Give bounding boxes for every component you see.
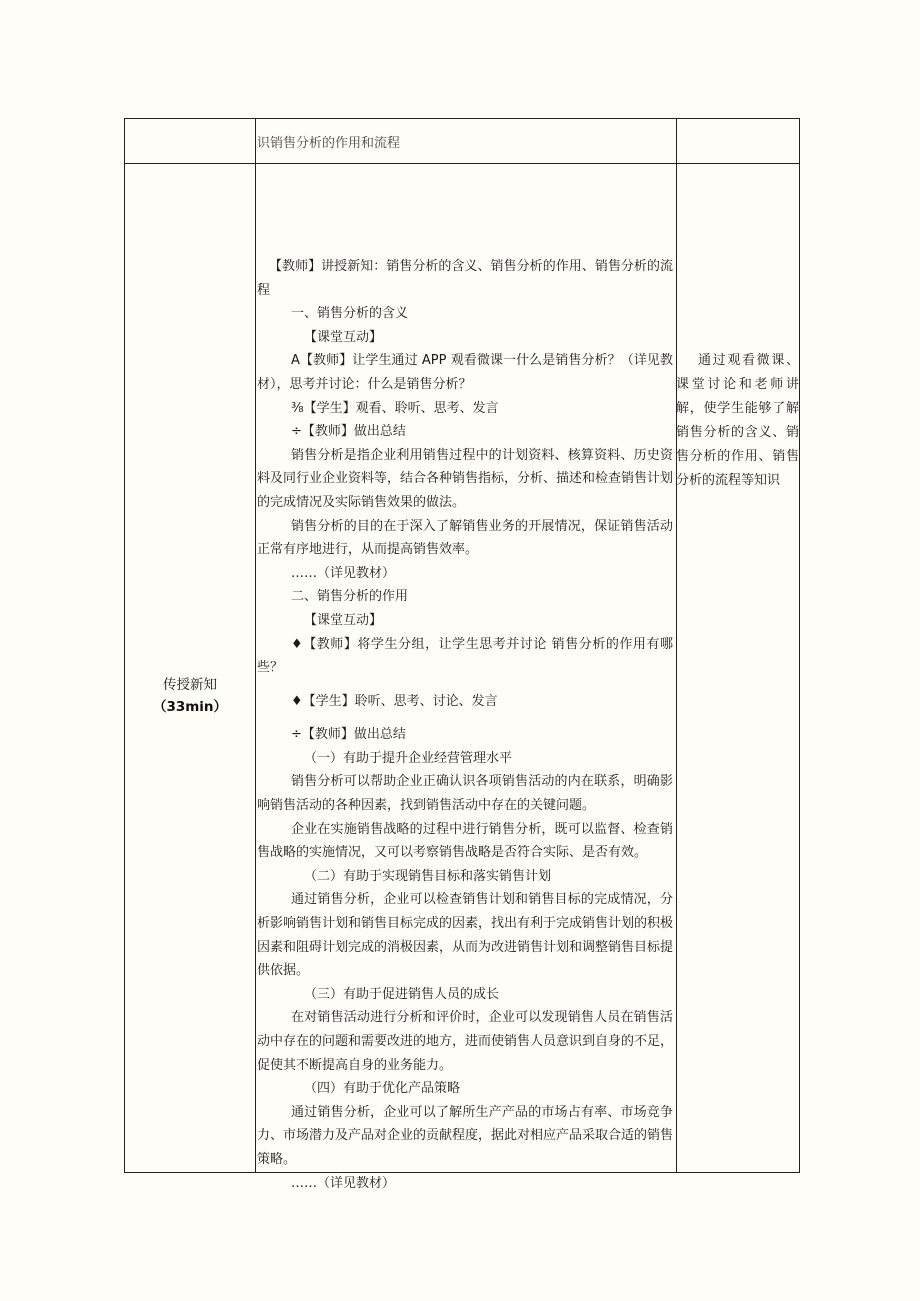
- sub3-paragraph-1: 在对销售活动进行分析和评价时，企业可以发现销售人员在销售活动中存在的问题和需要改进的地方，进而使销售人员意识到自身的不足，促使其不断提高自身的业务能力。: [257, 1010, 674, 1073]
- sub1-paragraph-2: 企业在实施销售战略的过程中进行销售分析，既可以监督、检查销售战略的实施情况，又可以考察销售战略是否符合实际、是否有效。: [257, 821, 673, 861]
- sub2-title: （二）有助于实现销售目标和落实销售计划: [304, 868, 552, 884]
- section-label-cell: [125, 163, 255, 1172]
- sub4-paragraph-1: 通过销售分析，企业可以了解所生产产品的市场占有率、市场竞争力、市场潜力及产品对企业的贡献程度，据此对相应产品采取合适的销售策略。: [257, 1104, 674, 1167]
- part2-interaction: 【课堂互动】: [304, 612, 383, 628]
- part1-title: 一、销售分析的含义: [291, 306, 409, 322]
- header-row-content: 识销售分析的作用和流程: [257, 135, 401, 151]
- part1-more: ……（详见教材）: [291, 565, 396, 581]
- part1-student: ⅜【学生】观看、聆听、思考、发言: [291, 400, 499, 416]
- content-intro: 【教师】讲授新知：销售分析的含义、销售分析的作用、销售分析的流程: [257, 259, 673, 298]
- sub4-title: （四）有助于优化产品策略: [304, 1081, 461, 1097]
- part1-purpose: 销售分析的目的在于深入了解销售业务的开展情况，保证销售活动正常有序地进行，从而提高销售效率。: [257, 518, 673, 558]
- teaching-goal: [676, 349, 800, 493]
- sub1-title: （一）有助于提升企业经营管理水平: [304, 750, 513, 766]
- part2-summary: ÷【教师】做出总结: [291, 727, 406, 743]
- sub2-paragraph-1: 通过销售分析，企业可以检查销售计划和销售目标的完成情况，分析影响销售计划和销售目标完成的因素，找出有利于完成销售计划的积极因素和阻碍计划完成的消极因素，从而为改进销售计划和调整销售目标提供依据。: [257, 892, 674, 979]
- content-more: ……（详见教材）: [291, 1175, 396, 1191]
- part1-summary: ÷【教师】做出总结: [291, 424, 406, 440]
- column-divider: [676, 119, 677, 1172]
- section-title: 传授新知: [163, 676, 217, 693]
- part1-definition: 销售分析是指企业利用销售过程中的计划资料、核算资料、历史资料及同行业企业资料等，结合各种销售指标，分析、描述和检查销售计划的完成情况及实际销售效果的做法。: [257, 447, 674, 510]
- part2-teacher: ♦【教师】将学生分组，让学生思考并讨论 销售分析的作用有哪些？: [257, 636, 673, 676]
- teaching-content: [256, 163, 676, 1191]
- part2-title: 二、销售分析的作用: [291, 589, 409, 605]
- part1-interaction: 【课堂互动】: [304, 329, 383, 345]
- goal-text: 通过观看微课、课堂讨论和老师讲解，使学生能够了解销售分析的含义、销售分析的作用、销售分析的流程等知识: [676, 353, 799, 488]
- section-duration: （33min）: [152, 698, 228, 715]
- lesson-table: [124, 118, 800, 1191]
- sub3-title: （三）有助于促进销售人员的成长: [304, 986, 500, 1002]
- part2-student: ♦【学生】聆听、思考、讨论、发言: [291, 693, 498, 709]
- part1-teacher: A【教师】让学生通过 APP 观看微课一什么是销售分析？（详见教材），思考并讨论：什么是销售分析？: [257, 353, 673, 392]
- sub1-paragraph-1: 销售分析可以帮助企业正确认识各项销售活动的内在联系，明确影响销售活动的各种因素，找到销售活动中存在的关键问题。: [257, 774, 673, 814]
